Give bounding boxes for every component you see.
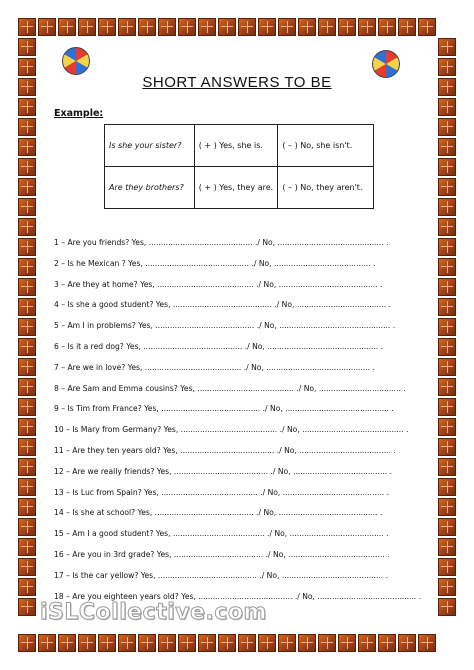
brick-tile — [298, 634, 316, 652]
brick-tile — [438, 118, 456, 136]
brick-tile — [438, 198, 456, 216]
example-question: Are they brothers? — [105, 167, 195, 209]
brick-tile — [318, 18, 336, 36]
brick-tile — [398, 634, 416, 652]
brick-tile — [358, 634, 376, 652]
brick-tile — [18, 634, 36, 652]
exercise-item: 14 – Is she at school? Yes, ......................................... ./ No, ......................................... . — [54, 508, 383, 518]
brick-tile — [278, 634, 296, 652]
brick-tile — [58, 18, 76, 36]
brick-tile — [98, 634, 116, 652]
brick-tile — [338, 18, 356, 36]
exercise-item: 17 – Is the car yellow? Yes, ......................................... ./ No, .......................................... . — [54, 570, 389, 580]
brick-tile — [18, 478, 36, 496]
brick-tile — [378, 634, 396, 652]
brick-tile — [38, 18, 56, 36]
brick-tile — [138, 634, 156, 652]
brick-tile — [78, 18, 96, 36]
example-table — [104, 124, 374, 209]
example-label: Example: — [54, 108, 104, 119]
brick-tile — [318, 634, 336, 652]
brick-tile — [438, 218, 456, 236]
exercise-item: 1 – Are you friends? Yes, ........................................... ./ No, ............................................ . — [54, 238, 389, 247]
brick-tile — [158, 634, 176, 652]
exercise-item: 11 – Are they ten years old? Yes, ....................................... ./ No, ...................................... . — [54, 445, 396, 455]
brick-tile — [18, 158, 36, 176]
brick-tile — [398, 18, 416, 36]
example-no-answer: ( – ) No, she isn't. — [278, 125, 374, 167]
beach-ball-icon-left — [62, 47, 90, 75]
brick-tile — [18, 318, 36, 336]
brick-tile — [438, 158, 456, 176]
brick-tile — [218, 634, 236, 652]
exercise-item: 5 – Am I in problems? Yes, ......................................... ./ No, .............................................. . — [54, 321, 396, 331]
brick-tile — [138, 18, 156, 36]
exercise-item: 16 – Are you in 3rd grade? Yes, ..................................... ./ No, ........................................ . — [54, 549, 390, 559]
brick-tile — [258, 634, 276, 652]
exercise-item: 12 – Are we really friends? Yes, ....................................... ./ No, ....................................... . — [54, 466, 392, 476]
brick-tile — [18, 118, 36, 136]
exercise-list — [54, 238, 444, 612]
brick-tile — [18, 178, 36, 196]
brick-tile — [238, 18, 256, 36]
brick-tile — [18, 218, 36, 236]
brick-tile — [18, 398, 36, 416]
brick-tile — [18, 18, 36, 36]
exercise-item: 2 – Is he Mexican ? Yes, ........................................... ./ No, ........................................ . — [54, 258, 376, 268]
brick-tile — [18, 438, 36, 456]
brick-tile — [158, 18, 176, 36]
brick-tile — [118, 634, 136, 652]
example-yes-answer: ( + ) Yes, she is. — [194, 125, 278, 167]
brick-tile — [18, 138, 36, 156]
watermark-logo: iSLCollective.com — [40, 600, 267, 625]
brick-tile — [438, 178, 456, 196]
brick-tile — [438, 98, 456, 116]
example-no-answer: ( – ) No, they aren't. — [278, 167, 374, 209]
brick-tile — [18, 238, 36, 256]
brick-tile — [258, 18, 276, 36]
example-question: Is she your sister? — [105, 125, 195, 167]
exercise-item: 10 – Is Mary from Germany? Yes, ........................................ ./ No, .......................................... . — [54, 425, 409, 435]
brick-tile — [358, 18, 376, 36]
brick-tile — [438, 138, 456, 156]
exercise-item: 4 – Is she a good student? Yes, ......................................... ./ No, ..................................... . — [54, 300, 391, 310]
brick-tile — [18, 578, 36, 596]
brick-tile — [178, 634, 196, 652]
brick-tile — [418, 634, 436, 652]
brick-tile — [18, 198, 36, 216]
brick-tile — [18, 258, 36, 276]
exercise-item: 6 – Is it a red dog? Yes, ......................................... ./ No, .............................................. . — [54, 341, 384, 351]
exercise-item: 9 – Is Tim from France? Yes, ......................................... ./ No, ........................................... . — [54, 404, 394, 414]
brick-tile — [18, 338, 36, 356]
brick-tile — [38, 634, 56, 652]
brick-tile — [218, 18, 236, 36]
exercise-item: 13 – Is Luc from Spain? Yes, ........................................ ./ No, .......................................... . — [54, 487, 389, 497]
brick-tile — [18, 518, 36, 536]
worksheet-title: SHORT ANSWERS TO BE — [142, 74, 332, 91]
brick-tile — [338, 634, 356, 652]
example-yes-answer: ( + ) Yes, they are. — [194, 167, 278, 209]
brick-tile — [418, 18, 436, 36]
exercise-item: 3 – Are they at home? Yes, ........................................ ./ No, ......................................... . — [54, 279, 383, 289]
exercise-item: 15 – Am I a good student? Yes, ...................................... ./ No, ....................................... . — [54, 529, 389, 539]
brick-tile — [18, 358, 36, 376]
brick-tile — [18, 598, 36, 616]
brick-tile — [18, 458, 36, 476]
brick-tile — [18, 278, 36, 296]
brick-tile — [278, 18, 296, 36]
exercise-item: 18 – Are you eighteen years old? Yes, ....................................... ./ No, ......................................... . — [54, 591, 422, 601]
left-brick-border — [17, 37, 37, 617]
exercise-item: 7 – Are we in love? Yes, ........................................ ./ No, ........................................... . — [54, 362, 375, 372]
brick-tile — [58, 634, 76, 652]
top-brick-border — [17, 17, 437, 37]
brick-tile — [118, 18, 136, 36]
example-row — [105, 167, 374, 209]
brick-tile — [18, 498, 36, 516]
brick-tile — [18, 98, 36, 116]
exercise-item: 8 – Are Sam and Emma cousins? Yes, ........................................ ./ No, .................................. . — [54, 383, 406, 393]
bottom-brick-border — [17, 633, 437, 653]
brick-tile — [18, 558, 36, 576]
brick-tile — [18, 538, 36, 556]
brick-tile — [198, 18, 216, 36]
brick-tile — [198, 634, 216, 652]
example-row — [105, 125, 374, 167]
brick-tile — [178, 18, 196, 36]
brick-tile — [78, 634, 96, 652]
brick-tile — [18, 298, 36, 316]
brick-tile — [98, 18, 116, 36]
brick-tile — [18, 38, 36, 56]
brick-tile — [378, 18, 396, 36]
brick-tile — [238, 634, 256, 652]
brick-tile — [298, 18, 316, 36]
brick-tile — [18, 418, 36, 436]
brick-tile — [18, 378, 36, 396]
brick-tile — [438, 38, 456, 56]
